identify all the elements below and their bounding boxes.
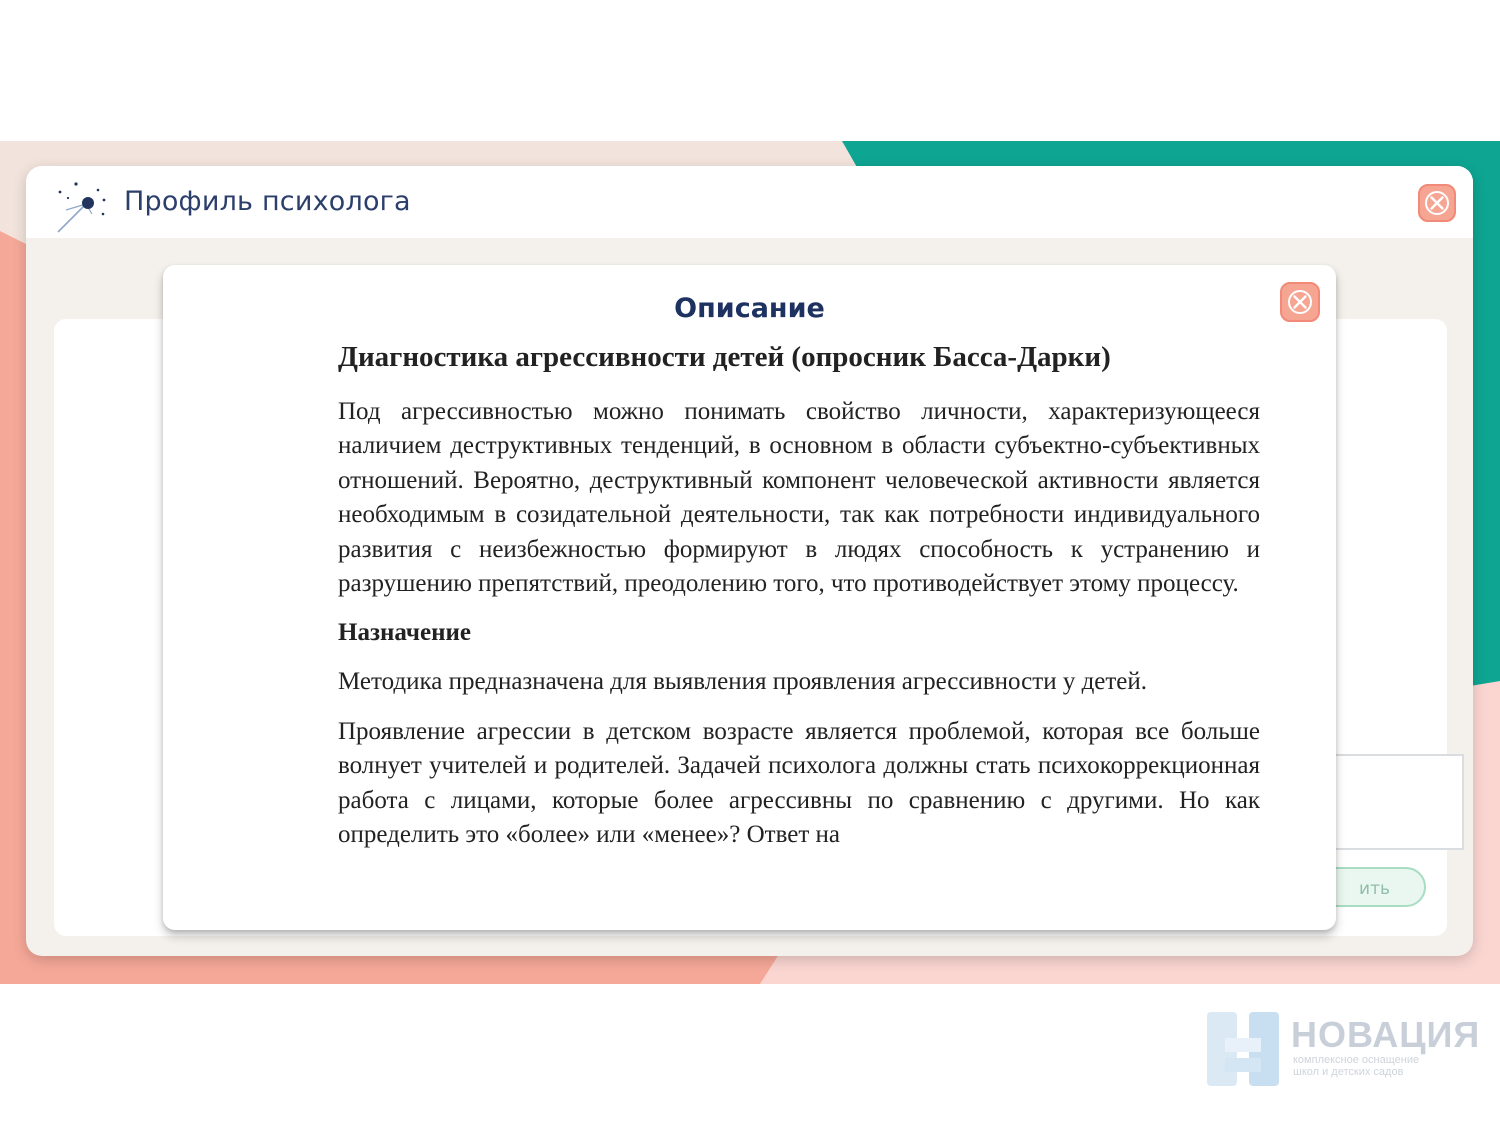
background-text-field[interactable] <box>1334 754 1464 850</box>
app-header <box>26 166 1473 238</box>
document-paragraph-purpose: Методика предназначена для выявления проявления агрессивности у детей. <box>338 668 1148 696</box>
document-paragraph-problem: Проявление агрессии в детском возрасте является проблемой, которая все больше волнует учителей и родителей. Задачей психолога должны стать психокоррекционная работа с лицами, которые более агрессивны по сравнению с другими. Но как определить это «более» или «менее»? Ответ на <box>338 717 1260 849</box>
novatsiya-logo-icon <box>1205 1012 1281 1086</box>
brand-watermark <box>1205 1012 1495 1087</box>
app-title: Профиль психолога <box>124 186 411 217</box>
description-document <box>338 337 1260 867</box>
brand-name: НОВАЦИЯ <box>1291 1014 1481 1055</box>
brand-tagline-line-2: школ и детских садов <box>1293 1066 1404 1078</box>
modal-title: Описание <box>674 293 825 324</box>
close-icon <box>1424 190 1450 216</box>
document-paragraph-intro: Под агрессивностью можно понимать свойство личности, характеризующееся наличием деструктивных тенденций, в основном в области субъектно-субъективных отношений. Вероятно, деструктивный компонент человеческой активности является необходимым в созидательной деятельности, так как потребности индивидуального развития с неизбежностью формируют в людях способность к устранению и разрушению препятствий, преодолению того, что противодействует этому процессу. <box>338 398 1260 598</box>
brand-tagline <box>1293 1054 1419 1078</box>
background-action-button[interactable]: ить <box>1304 867 1426 907</box>
psychologist-logo-icon <box>52 174 114 236</box>
app-close-button[interactable] <box>1418 184 1456 222</box>
description-modal <box>163 265 1336 930</box>
document-subheading-purpose: Назначение <box>338 619 471 647</box>
brand-tagline-line-1: комплексное оснащение <box>1293 1054 1420 1066</box>
document-heading: Диагностика агрессивности детей (опросник Басса-Дарки) <box>338 341 1111 373</box>
